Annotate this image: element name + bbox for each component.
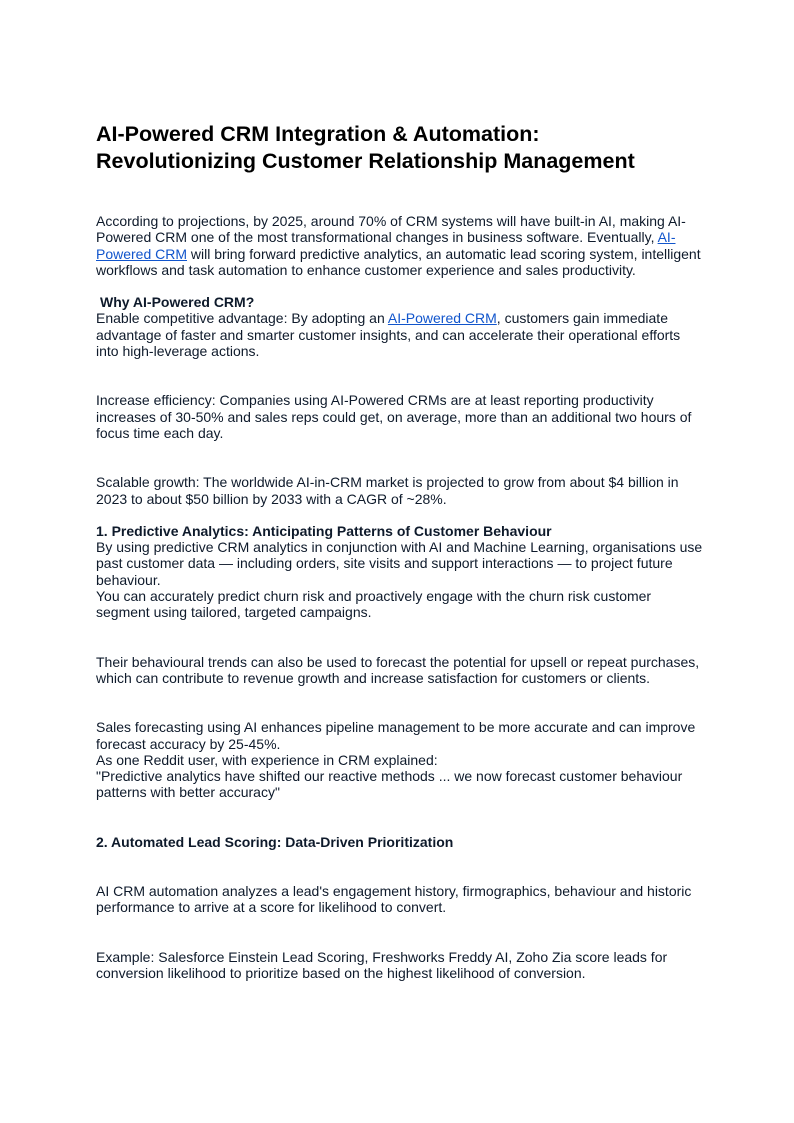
section-1-quote: "Predictive analytics have shifted our reactive methods ... we now forecast customer behaviour patterns with better accuracy" <box>96 768 683 801</box>
title-line-2: Revolutionizing Customer Relationship Management <box>96 149 635 173</box>
section-2-paragraph-2: Example: Salesforce Einstein Lead Scoring, Freshworks Freddy AI, Zoho Zia score leads for conversion likelihood to prioritize based on the highest likelihood of conversion. <box>96 948 668 981</box>
competitive-text-before: Enable competitive advantage: By adopting an <box>96 310 388 327</box>
page-title <box>96 121 706 175</box>
intro-text-before: According to projections, by 2025, around 70% of CRM systems will have built-in AI, making AI-Powered CRM one of the most transformational changes in business software. Eventually, <box>96 213 686 246</box>
section-1-heading: 1. Predictive Analytics: Anticipating Patterns of Customer Behaviour <box>96 522 552 539</box>
intro-crm-link[interactable]: AI-Powered CRM <box>96 229 676 262</box>
section-1-paragraph-4: Sales forecasting using AI enhances pipeline management to be more accurate and can improve forecast accuracy by 25-45%. <box>96 719 696 752</box>
competitive-crm-link[interactable]: AI-Powered CRM <box>387 310 497 327</box>
section-2-paragraph-1: AI CRM automation analyzes a lead's engagement history, firmographics, behaviour and historic performance to arrive at a score for likelihood to convert. <box>96 883 692 916</box>
efficiency-paragraph: Increase efficiency: Companies using AI-Powered CRMs are at least reporting productivity increases of 30-50% and sales reps could get, on average, more than an additional two hours of focus time each day. <box>96 392 692 441</box>
document-page <box>96 121 706 981</box>
title-line-1: AI-Powered CRM Integration & Automation: <box>96 122 540 146</box>
section-2-heading: 2. Automated Lead Scoring: Data-Driven Prioritization <box>96 833 454 850</box>
intro-text-after: will bring forward predictive analytics, an automatic lead scoring system, intelligent workflows and task automation to enhance customer experience and sales productivity. <box>96 245 701 278</box>
section-1-paragraph-3: Their behavioural trends can also be used to forecast the potential for upsell or repeat purchases, which can contribute to revenue growth and increase satisfaction for customers or clients. <box>96 653 700 686</box>
intro-paragraph <box>96 213 706 278</box>
section-1-paragraph-2: You can accurately predict churn risk and proactively engage with the churn risk customer segment using tailored, targeted campaigns. <box>96 588 652 621</box>
competitive-paragraph <box>96 310 706 359</box>
why-heading: Why AI-Powered CRM? <box>100 294 255 311</box>
section-1-paragraph-5: As one Reddit user, with experience in CRM explained: <box>96 751 438 768</box>
section-1-paragraph-1: By using predictive CRM analytics in conjunction with AI and Machine Learning, organisations use past customer data — including orders, site visits and support interactions — to project future behaviour. <box>96 539 703 588</box>
competitive-text-after: , customers gain immediate advantage of faster and smarter customer insights, and can accelerate their operational efforts into high-leverage actions. <box>96 310 681 360</box>
growth-paragraph: Scalable growth: The worldwide AI-in-CRM market is projected to grow from about $4 billion in 2023 to about $50 billion by 2033 with a CAGR of ~28%. <box>96 474 679 507</box>
